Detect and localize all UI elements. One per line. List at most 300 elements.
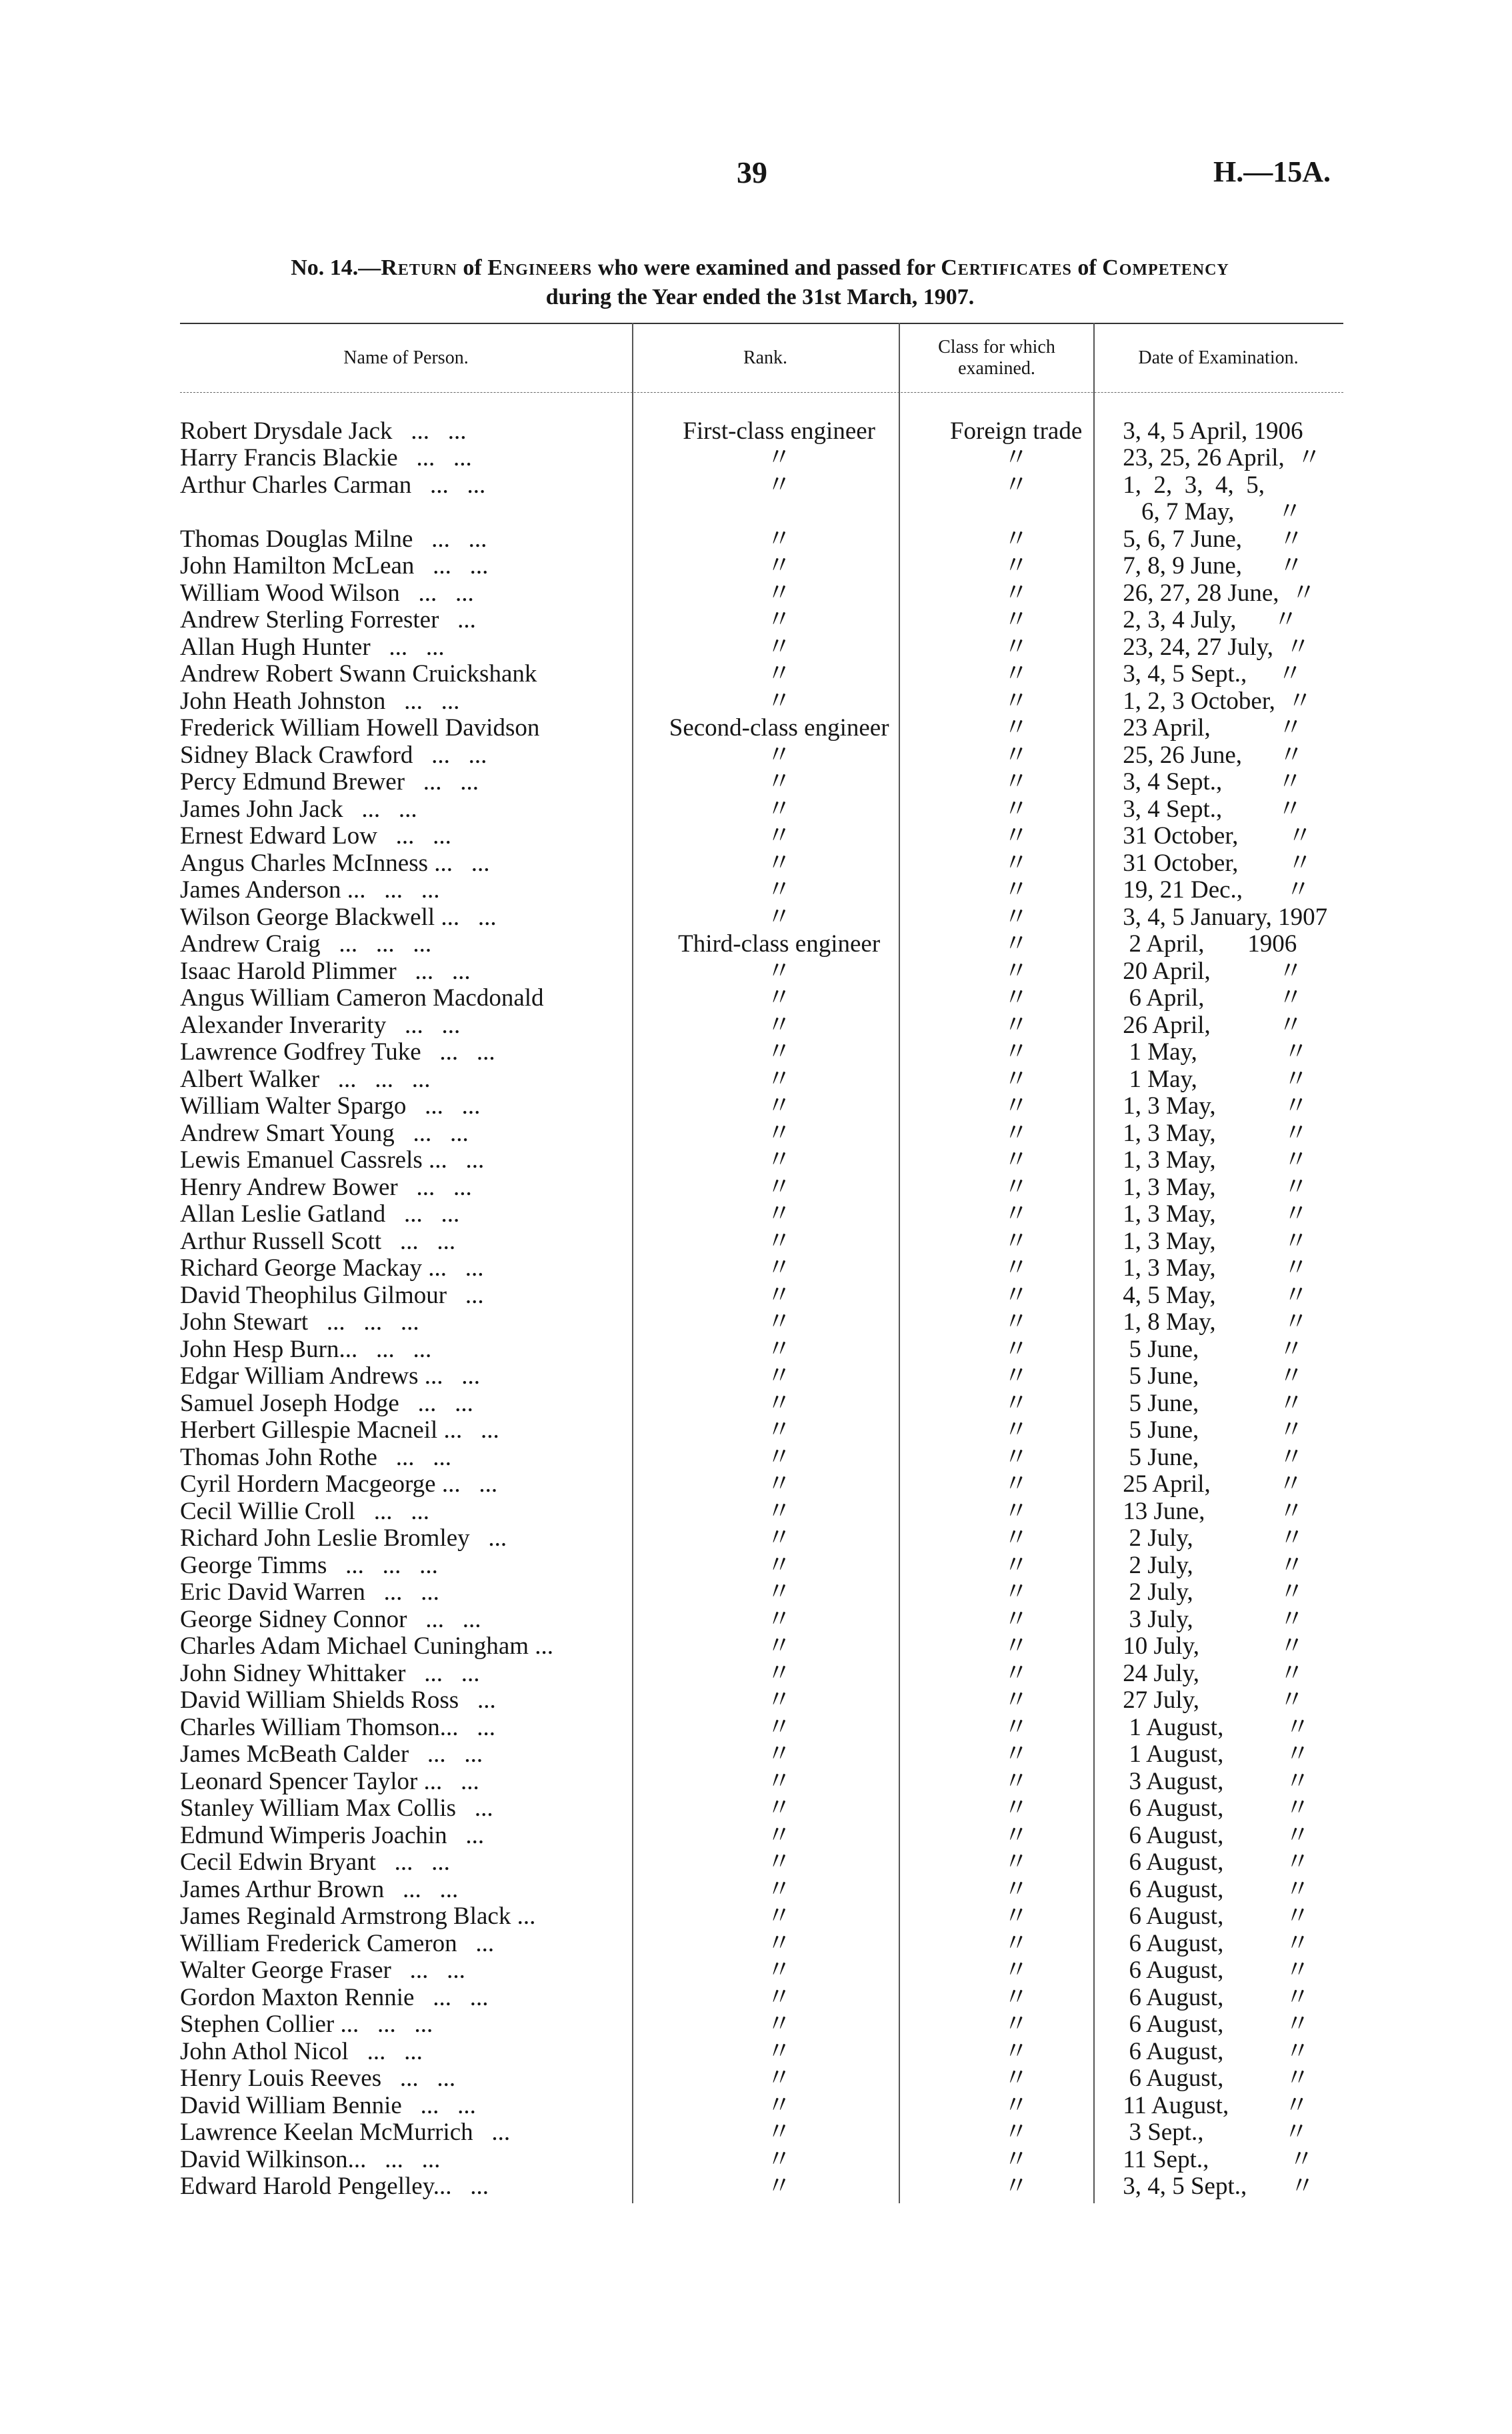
cell-date: 23, 25, 26 April, 〃 — [1123, 445, 1322, 471]
table-row — [180, 2146, 1343, 2173]
cell-class: 〃 — [1003, 1821, 1029, 1849]
cell-rank: 〃 — [767, 1929, 792, 1957]
cell-date: 3, 4 Sept., 〃 — [1123, 796, 1303, 823]
cell-class: 〃 — [1003, 471, 1029, 499]
cell-date: 10 July, 〃 — [1123, 1633, 1305, 1660]
cell-class: 〃 — [1003, 2145, 1029, 2173]
cell-class: 〃 — [1003, 1443, 1029, 1471]
cell-date: 3 Sept., 〃 — [1123, 2119, 1309, 2146]
cell-date: 6 August, 〃 — [1123, 1930, 1310, 1957]
cell-rank: 〃 — [767, 822, 792, 850]
cell-rank: 〃 — [767, 1389, 792, 1417]
cell-name: Cyril Hordern Macgeorge ... ... — [180, 1471, 498, 1498]
cell-date: 26, 27, 28 June, 〃 — [1123, 579, 1317, 607]
cell-rank: 〃 — [767, 1092, 792, 1120]
cell-class: 〃 — [1003, 957, 1029, 985]
cell-date: 7, 8, 9 June, 〃 — [1123, 553, 1304, 579]
cell-date: 6, 7 May, 〃 — [1123, 499, 1303, 525]
cell-name: George Timms ... ... ... — [180, 1552, 438, 1579]
column-header-name: Name of Person. — [343, 347, 469, 368]
table-row — [180, 2092, 1343, 2119]
cell-rank: 〃 — [767, 471, 792, 499]
cell-class: 〃 — [1003, 1686, 1029, 1714]
cell-date: 5 June, 〃 — [1123, 1390, 1304, 1417]
cell-name: Henry Andrew Bower ... ... — [180, 1174, 472, 1201]
cell-date: 5 June, 〃 — [1123, 1417, 1304, 1444]
title-word: of — [463, 255, 482, 280]
cell-date: 23, 24, 27 July, 〃 — [1123, 634, 1311, 661]
cell-name: Edward Harold Pengelley... ... — [180, 2173, 489, 2200]
page-reference: H.—15A. — [1213, 155, 1331, 188]
table-row — [180, 1282, 1343, 1309]
cell-name: William Wood Wilson ... ... — [180, 579, 474, 607]
cell-name: David Wilkinson... ... ... — [180, 2146, 441, 2173]
table-row — [180, 796, 1343, 823]
cell-rank: 〃 — [767, 444, 792, 471]
cell-name: Lawrence Keelan McMurrich ... — [180, 2119, 511, 2146]
cell-date: 31 October, 〃 — [1123, 823, 1313, 850]
cell-rank: 〃 — [767, 1443, 792, 1471]
cell-date: 1, 3 May, 〃 — [1123, 1228, 1309, 1255]
page-number: 39 — [737, 155, 767, 189]
cell-name: Thomas John Rothe ... ... — [180, 1444, 451, 1471]
table-row — [180, 661, 1343, 688]
cell-rank: 〃 — [767, 1254, 792, 1282]
cell-class: 〃 — [1003, 822, 1029, 850]
cell-date: 1, 3 May, 〃 — [1123, 1201, 1309, 1228]
cell-name: John Hesp Burn... ... ... — [180, 1336, 432, 1363]
cell-date: 6 August, 〃 — [1123, 1903, 1310, 1930]
cell-name: John Heath Johnston ... ... — [180, 688, 460, 715]
cell-class: 〃 — [1003, 1119, 1029, 1147]
cell-name: Andrew Sterling Forrester ... — [180, 607, 476, 634]
cell-rank: 〃 — [767, 1497, 792, 1525]
table-row — [180, 2065, 1343, 2093]
cell-rank: 〃 — [767, 1659, 792, 1687]
cell-date: 1 August, 〃 — [1123, 1714, 1310, 1741]
cell-class: 〃 — [1003, 1794, 1029, 1822]
cell-rank: Third-class engineer — [678, 930, 881, 958]
table-row — [180, 2119, 1343, 2147]
cell-name: James McBeath Calder ... ... — [180, 1741, 483, 1768]
table-row — [180, 1795, 1343, 1822]
cell-class: 〃 — [1003, 687, 1029, 715]
cell-date: 3, 4, 5 January, 1907 — [1123, 904, 1328, 931]
table-row — [180, 1876, 1343, 1903]
cell-rank: 〃 — [767, 849, 792, 877]
cell-rank: 〃 — [767, 2065, 792, 2092]
cell-date: 5 June, 〃 — [1123, 1363, 1304, 1390]
cell-date: 5 June, 〃 — [1123, 1336, 1304, 1363]
cell-name: Richard George Mackay ... ... — [180, 1255, 484, 1282]
table-row — [180, 1822, 1343, 1849]
title-word: Certificates — [941, 255, 1072, 280]
table-row — [180, 769, 1343, 796]
cell-date: 4, 5 May, 〃 — [1123, 1282, 1309, 1309]
cell-rank: 〃 — [767, 1119, 792, 1147]
cell-rank: 〃 — [767, 1227, 792, 1255]
cell-rank: 〃 — [767, 903, 792, 931]
cell-class: 〃 — [1003, 2119, 1029, 2146]
cell-rank: 〃 — [767, 579, 792, 607]
table-row — [180, 2011, 1343, 2039]
cell-name: Arthur Charles Carman ... ... — [180, 471, 486, 499]
cell-name: Eric David Warren ... ... — [180, 1579, 439, 1606]
table-row — [180, 931, 1343, 958]
table-row — [180, 1687, 1343, 1714]
cell-rank: 〃 — [767, 1794, 792, 1822]
cell-date: 2 April, 1906 — [1123, 931, 1297, 958]
table-row — [180, 1120, 1343, 1147]
title-line-1 — [180, 253, 1340, 283]
cell-class: 〃 — [1003, 1011, 1029, 1039]
cell-name: Albert Walker ... ... ... — [180, 1066, 431, 1093]
cell-date: 11 August, 〃 — [1123, 2092, 1309, 2119]
cell-name: Andrew Robert Swann Cruickshank — [180, 661, 537, 688]
cell-class: 〃 — [1003, 1740, 1029, 1768]
cell-class: 〃 — [1003, 1713, 1029, 1741]
cell-rank: 〃 — [767, 957, 792, 985]
cell-rank: 〃 — [767, 1740, 792, 1768]
table-row — [180, 1066, 1343, 1093]
cell-name: Edgar William Andrews ... ... — [180, 1363, 480, 1390]
cell-name: George Sidney Connor ... ... — [180, 1606, 481, 1633]
cell-name: Stephen Collier ... ... ... — [180, 2011, 433, 2038]
cell-name: John Sidney Whittaker ... ... — [180, 1660, 480, 1687]
cell-name: Harry Francis Blackie ... ... — [180, 445, 472, 471]
cell-class: 〃 — [1003, 1335, 1029, 1363]
cell-class: Foreign trade — [949, 417, 1083, 445]
table-row — [180, 1417, 1343, 1444]
cell-class: 〃 — [1003, 1281, 1029, 1309]
cell-class: 〃 — [1003, 2037, 1029, 2065]
cell-date: 2 July, 〃 — [1123, 1552, 1305, 1579]
cell-class: 〃 — [1003, 1929, 1029, 1957]
cell-rank: 〃 — [767, 1524, 792, 1552]
table-row — [180, 579, 1343, 607]
cell-class: 〃 — [1003, 1875, 1029, 1903]
cell-date: 6 August, 〃 — [1123, 1822, 1310, 1849]
table-row — [180, 2038, 1343, 2065]
cell-rank: 〃 — [767, 1038, 792, 1066]
cell-class: 〃 — [1003, 1227, 1029, 1255]
table-row — [180, 1309, 1343, 1336]
cell-rank: 〃 — [767, 1632, 792, 1660]
cell-date: 6 August, 〃 — [1123, 1984, 1310, 2011]
cell-class: 〃 — [1003, 552, 1029, 579]
cell-date: 23 April, 〃 — [1123, 715, 1303, 742]
table-row — [180, 417, 1343, 445]
table-row — [180, 1039, 1343, 1066]
table-row — [180, 1201, 1343, 1228]
cell-name: Lewis Emanuel Cassrels ... ... — [180, 1147, 485, 1174]
cell-class: 〃 — [1003, 1470, 1029, 1498]
cell-name: James Arthur Brown ... ... — [180, 1876, 459, 1903]
table-row — [180, 2173, 1343, 2201]
cell-date: 6 August, 〃 — [1123, 1957, 1310, 1984]
cell-class: 〃 — [1003, 1983, 1029, 2011]
cell-class: 〃 — [1003, 660, 1029, 688]
cell-rank: 〃 — [767, 1416, 792, 1444]
table-row — [180, 1633, 1343, 1660]
cell-rank: 〃 — [767, 1011, 792, 1039]
cell-rank: 〃 — [767, 1200, 792, 1228]
cell-rank: 〃 — [767, 1551, 792, 1579]
table-row — [180, 1498, 1343, 1525]
table-row — [180, 742, 1343, 769]
cell-name: David William Shields Ross ... — [180, 1687, 496, 1714]
cell-date: 25, 26 June, 〃 — [1123, 742, 1304, 769]
header-bottom-rule — [180, 392, 1343, 393]
title-word: Engineers — [487, 255, 593, 280]
cell-date: 3 July, 〃 — [1123, 1606, 1305, 1633]
table-row — [180, 525, 1343, 553]
cell-class: 〃 — [1003, 1038, 1029, 1066]
cell-name: Arthur Russell Scott ... ... — [180, 1228, 456, 1255]
table-row — [180, 1579, 1343, 1606]
table-row — [180, 1390, 1343, 1417]
table-row — [180, 877, 1343, 904]
cell-rank: 〃 — [767, 2011, 792, 2038]
table-row — [180, 634, 1343, 661]
table-top-rule — [180, 323, 1343, 324]
cell-name: Percy Edmund Brewer ... ... — [180, 769, 479, 796]
cell-date: 6 April, 〃 — [1123, 985, 1303, 1012]
cell-date: 25 April, 〃 — [1123, 1471, 1303, 1498]
cell-class: 〃 — [1003, 984, 1029, 1012]
cell-rank: First-class engineer — [683, 417, 876, 445]
cell-name: Samuel Joseph Hodge ... ... — [180, 1390, 473, 1417]
cell-rank: 〃 — [767, 1821, 792, 1849]
cell-date: 3, 4, 5 April, 1906 — [1123, 417, 1303, 445]
cell-date: 11 Sept., 〃 — [1123, 2146, 1314, 2173]
cell-class: 〃 — [1003, 876, 1029, 904]
cell-rank: 〃 — [767, 1578, 792, 1606]
cell-date: 5 June, 〃 — [1123, 1444, 1304, 1471]
table-row — [180, 1660, 1343, 1687]
cell-rank: 〃 — [767, 2091, 792, 2119]
cell-name: Leonard Spencer Taylor ... ... — [180, 1768, 479, 1795]
table-row — [180, 904, 1343, 931]
cell-class: 〃 — [1003, 930, 1029, 958]
cell-class: 〃 — [1003, 1767, 1029, 1795]
cell-date: 3, 4, 5 Sept., 〃 — [1123, 2173, 1315, 2200]
cell-class: 〃 — [1003, 1632, 1029, 1660]
cell-class: 〃 — [1003, 1957, 1029, 1984]
table-row — [180, 1255, 1343, 1282]
cell-class: 〃 — [1003, 633, 1029, 661]
cell-class: 〃 — [1003, 606, 1029, 634]
cell-name: William Frederick Cameron ... — [180, 1930, 495, 1957]
cell-name: Charles Adam Michael Cuningham ... — [180, 1633, 554, 1660]
cell-class: 〃 — [1003, 795, 1029, 823]
cell-class: 〃 — [1003, 1551, 1029, 1579]
cell-date: 2 July, 〃 — [1123, 1525, 1305, 1552]
cell-rank: 〃 — [767, 525, 792, 553]
cell-class: 〃 — [1003, 2091, 1029, 2119]
cell-rank: 〃 — [767, 2037, 792, 2065]
cell-date: 1, 2, 3 October, 〃 — [1123, 688, 1313, 715]
title-word: Competency — [1102, 255, 1229, 280]
cell-name: Andrew Smart Young ... ... — [180, 1120, 469, 1147]
cell-name: Walter George Fraser ... ... — [180, 1957, 465, 1984]
cell-date: 27 July, 〃 — [1123, 1687, 1305, 1714]
cell-date: 26 April, 〃 — [1123, 1012, 1303, 1039]
cell-rank: 〃 — [767, 984, 792, 1012]
cell-date: 1 May, 〃 — [1123, 1039, 1309, 1066]
cell-class: 〃 — [1003, 1389, 1029, 1417]
cell-name: Ernest Edward Low ... ... — [180, 823, 451, 850]
table-row — [180, 850, 1343, 877]
cell-rank: 〃 — [767, 1065, 792, 1093]
cell-name: John Hamilton McLean ... ... — [180, 553, 489, 579]
title-word: Return — [381, 255, 457, 280]
table-row — [180, 1093, 1343, 1120]
cell-rank: 〃 — [767, 2119, 792, 2146]
cell-rank: 〃 — [767, 606, 792, 634]
cell-class: 〃 — [1003, 768, 1029, 796]
cell-date: 6 August, 〃 — [1123, 1876, 1310, 1903]
cell-date: 3, 4 Sept., 〃 — [1123, 769, 1303, 796]
cell-date: 1, 2, 3, 4, 5, — [1123, 471, 1265, 499]
cell-class: 〃 — [1003, 1362, 1029, 1390]
cell-name: Charles William Thomson... ... — [180, 1714, 495, 1741]
cell-rank: 〃 — [767, 1849, 792, 1876]
cell-rank: 〃 — [767, 2145, 792, 2173]
cell-date: 19, 21 Dec., 〃 — [1123, 877, 1311, 904]
cell-name: John Athol Nicol ... ... — [180, 2038, 423, 2065]
cell-name: Frederick William Howell Davidson — [180, 715, 540, 742]
table-row — [180, 607, 1343, 634]
cell-date: 3 August, 〃 — [1123, 1768, 1310, 1795]
cell-class: 〃 — [1003, 903, 1029, 931]
column-header-class: Class for which examined. — [938, 337, 1055, 379]
cell-date: 1, 3 May, 〃 — [1123, 1093, 1309, 1120]
cell-date: 6 August, 〃 — [1123, 1849, 1310, 1876]
table-row — [180, 1174, 1343, 1201]
cell-name: Richard John Leslie Bromley ... — [180, 1525, 507, 1552]
title-word: of — [1077, 255, 1097, 280]
table-row — [180, 1957, 1343, 1985]
cell-date: 1, 8 May, 〃 — [1123, 1309, 1309, 1336]
cell-class: 〃 — [1003, 1065, 1029, 1093]
cell-rank: 〃 — [767, 2173, 792, 2200]
cell-date: 24 July, 〃 — [1123, 1660, 1305, 1687]
cell-class: 〃 — [1003, 741, 1029, 769]
cell-rank: 〃 — [767, 633, 792, 661]
table-row — [180, 715, 1343, 742]
cell-class: 〃 — [1003, 525, 1029, 553]
cell-date: 5, 6, 7 June, 〃 — [1123, 525, 1304, 553]
cell-class: 〃 — [1003, 1200, 1029, 1228]
cell-class: 〃 — [1003, 849, 1029, 877]
table-row — [180, 1012, 1343, 1039]
cell-rank: 〃 — [767, 768, 792, 796]
cell-name: David Theophilus Gilmour ... — [180, 1282, 484, 1309]
cell-rank: 〃 — [767, 1308, 792, 1336]
cell-date: 6 August, 〃 — [1123, 2011, 1310, 2038]
engineers-table — [180, 417, 1343, 2200]
cell-date: 2 July, 〃 — [1123, 1579, 1305, 1606]
table-row — [180, 1444, 1343, 1471]
cell-name: Angus William Cameron Macdonald — [180, 985, 544, 1012]
cell-rank: 〃 — [767, 1713, 792, 1741]
cell-class: 〃 — [1003, 1497, 1029, 1525]
cell-rank: 〃 — [767, 1875, 792, 1903]
cell-rank: 〃 — [767, 1957, 792, 1984]
cell-class: 〃 — [1003, 1416, 1029, 1444]
cell-rank: 〃 — [767, 1686, 792, 1714]
cell-rank: 〃 — [767, 1767, 792, 1795]
cell-rank: 〃 — [767, 1983, 792, 2011]
cell-date: 20 April, 〃 — [1123, 958, 1303, 985]
cell-name: James Reginald Armstrong Black ... — [180, 1903, 536, 1930]
cell-rank: 〃 — [767, 1173, 792, 1201]
cell-name: Lawrence Godfrey Tuke ... ... — [180, 1039, 495, 1066]
cell-rank: 〃 — [767, 660, 792, 688]
cell-name: Sidney Black Crawford ... ... — [180, 742, 487, 769]
cell-name: Gordon Maxton Rennie ... ... — [180, 1984, 489, 2011]
cell-date: 1, 3 May, 〃 — [1123, 1255, 1309, 1282]
cell-date: 3, 4, 5 Sept., 〃 — [1123, 661, 1303, 688]
cell-class: 〃 — [1003, 1254, 1029, 1282]
cell-date: 2, 3, 4 July, 〃 — [1123, 607, 1298, 634]
cell-date: 1, 3 May, 〃 — [1123, 1147, 1309, 1174]
cell-name: Stanley William Max Collis ... — [180, 1795, 493, 1822]
cell-rank: 〃 — [767, 1146, 792, 1174]
table-row — [180, 1228, 1343, 1255]
cell-name: Isaac Harold Plimmer ... ... — [180, 958, 471, 985]
table-row — [180, 553, 1343, 580]
table-row — [180, 1363, 1343, 1390]
cell-name: Henry Louis Reeves ... ... — [180, 2065, 456, 2092]
cell-name: Wilson George Blackwell ... ... — [180, 904, 497, 931]
table-row — [180, 1768, 1343, 1795]
cell-date: 6 August, 〃 — [1123, 2038, 1310, 2065]
cell-date: 6 August, 〃 — [1123, 2065, 1310, 2092]
cell-class: 〃 — [1003, 1659, 1029, 1687]
cell-class: 〃 — [1003, 1173, 1029, 1201]
table-row — [180, 958, 1343, 985]
title-line-2: during the Year ended the 31st March, 1907. — [545, 285, 975, 309]
table-row — [180, 1525, 1343, 1552]
table-row — [180, 1606, 1343, 1633]
cell-name: James Anderson ... ... ... — [180, 877, 440, 904]
table-row — [180, 688, 1343, 715]
cell-class: 〃 — [1003, 444, 1029, 471]
column-header-rank: Rank. — [743, 347, 788, 368]
cell-name: Allan Leslie Gatland ... ... — [180, 1201, 460, 1228]
cell-date: 6 August, 〃 — [1123, 1795, 1310, 1822]
cell-class: 〃 — [1003, 1903, 1029, 1930]
cell-rank: 〃 — [767, 552, 792, 579]
table-row — [180, 1741, 1343, 1768]
cell-class: 〃 — [1003, 1605, 1029, 1633]
cell-name: James John Jack ... ... — [180, 796, 417, 823]
cell-rank: 〃 — [767, 687, 792, 715]
table-title — [180, 253, 1340, 312]
cell-class: 〃 — [1003, 1849, 1029, 1876]
table-row — [180, 1471, 1343, 1498]
cell-rank: 〃 — [767, 1281, 792, 1309]
cell-date: 1 August, 〃 — [1123, 1741, 1310, 1768]
cell-name: Cecil Willie Croll ... ... — [180, 1498, 429, 1525]
cell-class: 〃 — [1003, 1578, 1029, 1606]
cell-date: 31 October, 〃 — [1123, 850, 1313, 877]
cell-name: Cecil Edwin Bryant ... ... — [180, 1849, 450, 1876]
table-row — [180, 1552, 1343, 1579]
cell-rank: 〃 — [767, 1903, 792, 1930]
